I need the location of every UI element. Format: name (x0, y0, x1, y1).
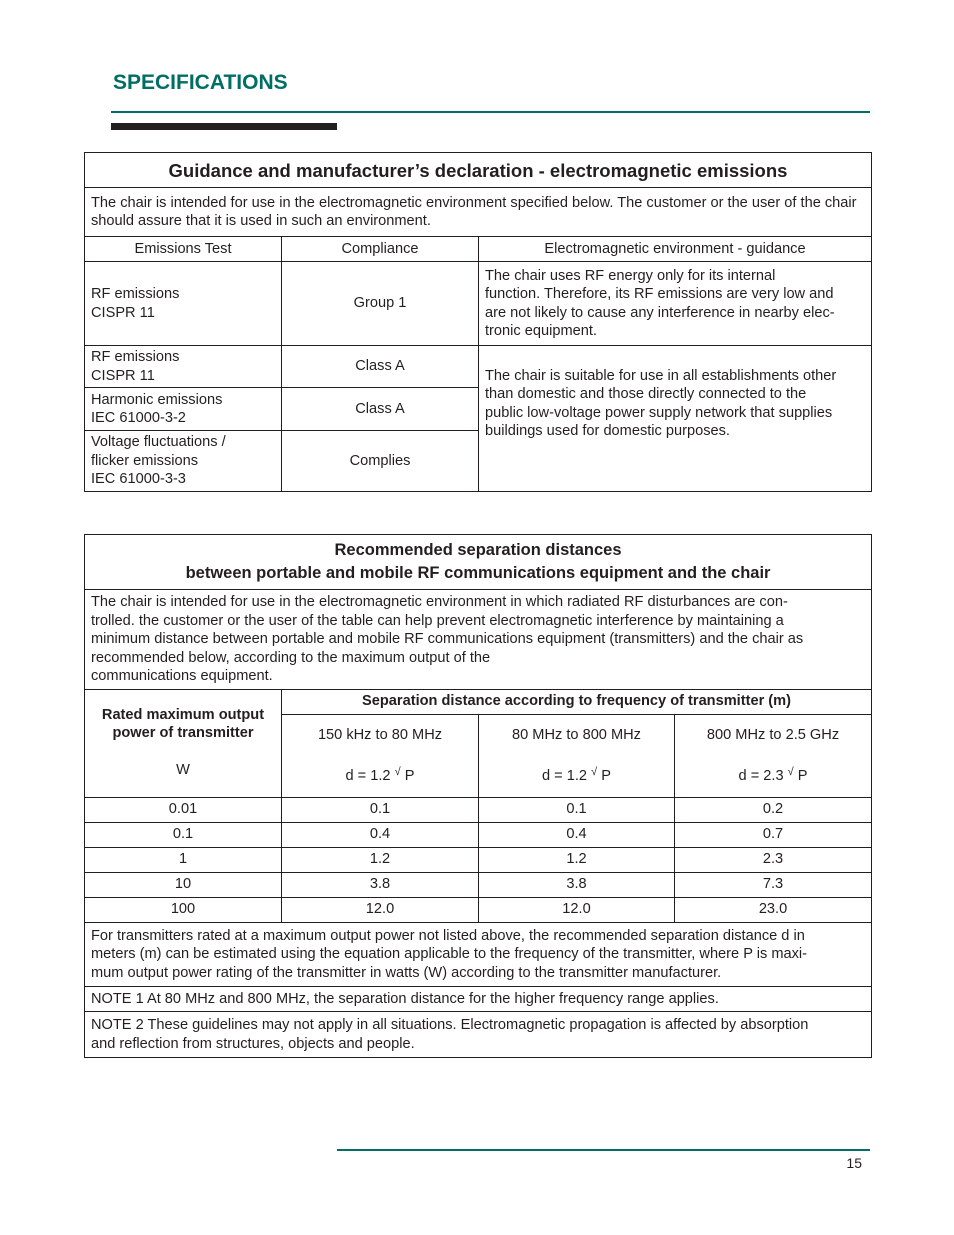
separation-intro: The chair is intended for use in the electromagnetic environment in which radiated RF disturbances are con- trolled. the customer or the user of the table can help prevent electromagnetic interference by maintaining a minimum distance between portable and mobile RF communications equipment (transmitters) and the chair as recommended below, according to the maximum output of the communications equipment. (85, 590, 872, 690)
note-1: NOTE 1 At 80 MHz and 800 MHz, the separation distance for the higher frequency range applies. (85, 987, 872, 1012)
col-header-guidance: Electromagnetic environment - guidance (479, 237, 872, 262)
note-2: NOTE 2 These guidelines may not apply in all situations. Electromagnetic propagation is affected by absorption and reflection from structures, objects and people. (85, 1012, 872, 1058)
distance-cell: 0.1 (479, 797, 675, 822)
distance-cell: 0.4 (282, 822, 479, 847)
distance-cell: 0.1 (282, 797, 479, 822)
page-title: SPECIFICATIONS (113, 71, 288, 94)
emissions-intro: The chair is intended for use in the electromagnetic environment specified below. The customer or the user of the chair should assure that it is used in such an environment. (85, 188, 872, 237)
distance-cell: 3.8 (282, 872, 479, 897)
distance-cell: 12.0 (479, 897, 675, 922)
table-row (85, 872, 872, 897)
power-cell: 100 (85, 897, 282, 922)
guidance-cell: The chair uses RF energy only for its internal function. Therefore, its RF emissions are very low and are not likely to cause any interference in nearby elec- tronic equipment. (479, 262, 872, 346)
compliance-cell: Class A (282, 346, 479, 388)
emissions-test-cell: Voltage fluctuations / flicker emissions IEC 61000-3-3 (85, 431, 282, 492)
emissions-test-cell: RF emissions CISPR 11 (85, 262, 282, 346)
power-cell: 1 (85, 847, 282, 872)
separation-table (84, 534, 872, 1058)
separation-footnote: For transmitters rated at a maximum output power not listed above, the recommended separation distance d in meters (m) can be estimated using the equation applicable to the frequency of the transmitter, where P is maxi- mum output power rating of the transmitter in watts (W) according to the transmitter manufacturer. (85, 922, 872, 987)
col-header-emissions-test: Emissions Test (85, 237, 282, 262)
emissions-table (84, 152, 872, 492)
table-row (85, 847, 872, 872)
distance-cell: 12.0 (282, 897, 479, 922)
table-row (85, 346, 872, 388)
col-header-compliance: Compliance (282, 237, 479, 262)
table-row (85, 822, 872, 847)
page-number: 15 (846, 1155, 862, 1171)
power-cell: 10 (85, 872, 282, 897)
footer-rule (337, 1149, 870, 1151)
band-header: 150 kHz to 80 MHz d = 1.2 √ P (282, 714, 479, 797)
guidance-cell-shared: The chair is suitable for use in all establishments other than domestic and those directly connected to the public low-voltage power supply network that supplies buildings used for domestic purposes. (479, 346, 872, 492)
header-rule (111, 111, 870, 113)
table-row (85, 262, 872, 346)
band-header: 80 MHz to 800 MHz d = 1.2 √ P (479, 714, 675, 797)
emissions-test-cell: RF emissions CISPR 11 (85, 346, 282, 388)
compliance-cell: Class A (282, 388, 479, 431)
power-header: Rated maximum output power of transmitter W (85, 689, 282, 797)
table-row (85, 797, 872, 822)
power-unit: W (176, 762, 190, 778)
distance-cell: 1.2 (479, 847, 675, 872)
header-accent-bar (111, 123, 337, 130)
distance-cell: 23.0 (675, 897, 872, 922)
distance-cell: 3.8 (479, 872, 675, 897)
separation-title: Recommended separation distances between portable and mobile RF communications equipment and the chair (85, 535, 872, 590)
distance-header: Separation distance according to frequency of transmitter (m) (282, 689, 872, 714)
band-header: 800 MHz to 2.5 GHz d = 2.3 √ P (675, 714, 872, 797)
distance-cell: 0.7 (675, 822, 872, 847)
table-row (85, 897, 872, 922)
distance-cell: 7.3 (675, 872, 872, 897)
power-cell: 0.1 (85, 822, 282, 847)
distance-cell: 2.3 (675, 847, 872, 872)
power-cell: 0.01 (85, 797, 282, 822)
distance-cell: 0.2 (675, 797, 872, 822)
compliance-cell: Complies (282, 431, 479, 492)
emissions-test-cell: Harmonic emissions IEC 61000-3-2 (85, 388, 282, 431)
compliance-cell: Group 1 (282, 262, 479, 346)
distance-cell: 1.2 (282, 847, 479, 872)
distance-cell: 0.4 (479, 822, 675, 847)
emissions-title: Guidance and manufacturer’s declaration - electromagnetic emissions (85, 153, 872, 188)
